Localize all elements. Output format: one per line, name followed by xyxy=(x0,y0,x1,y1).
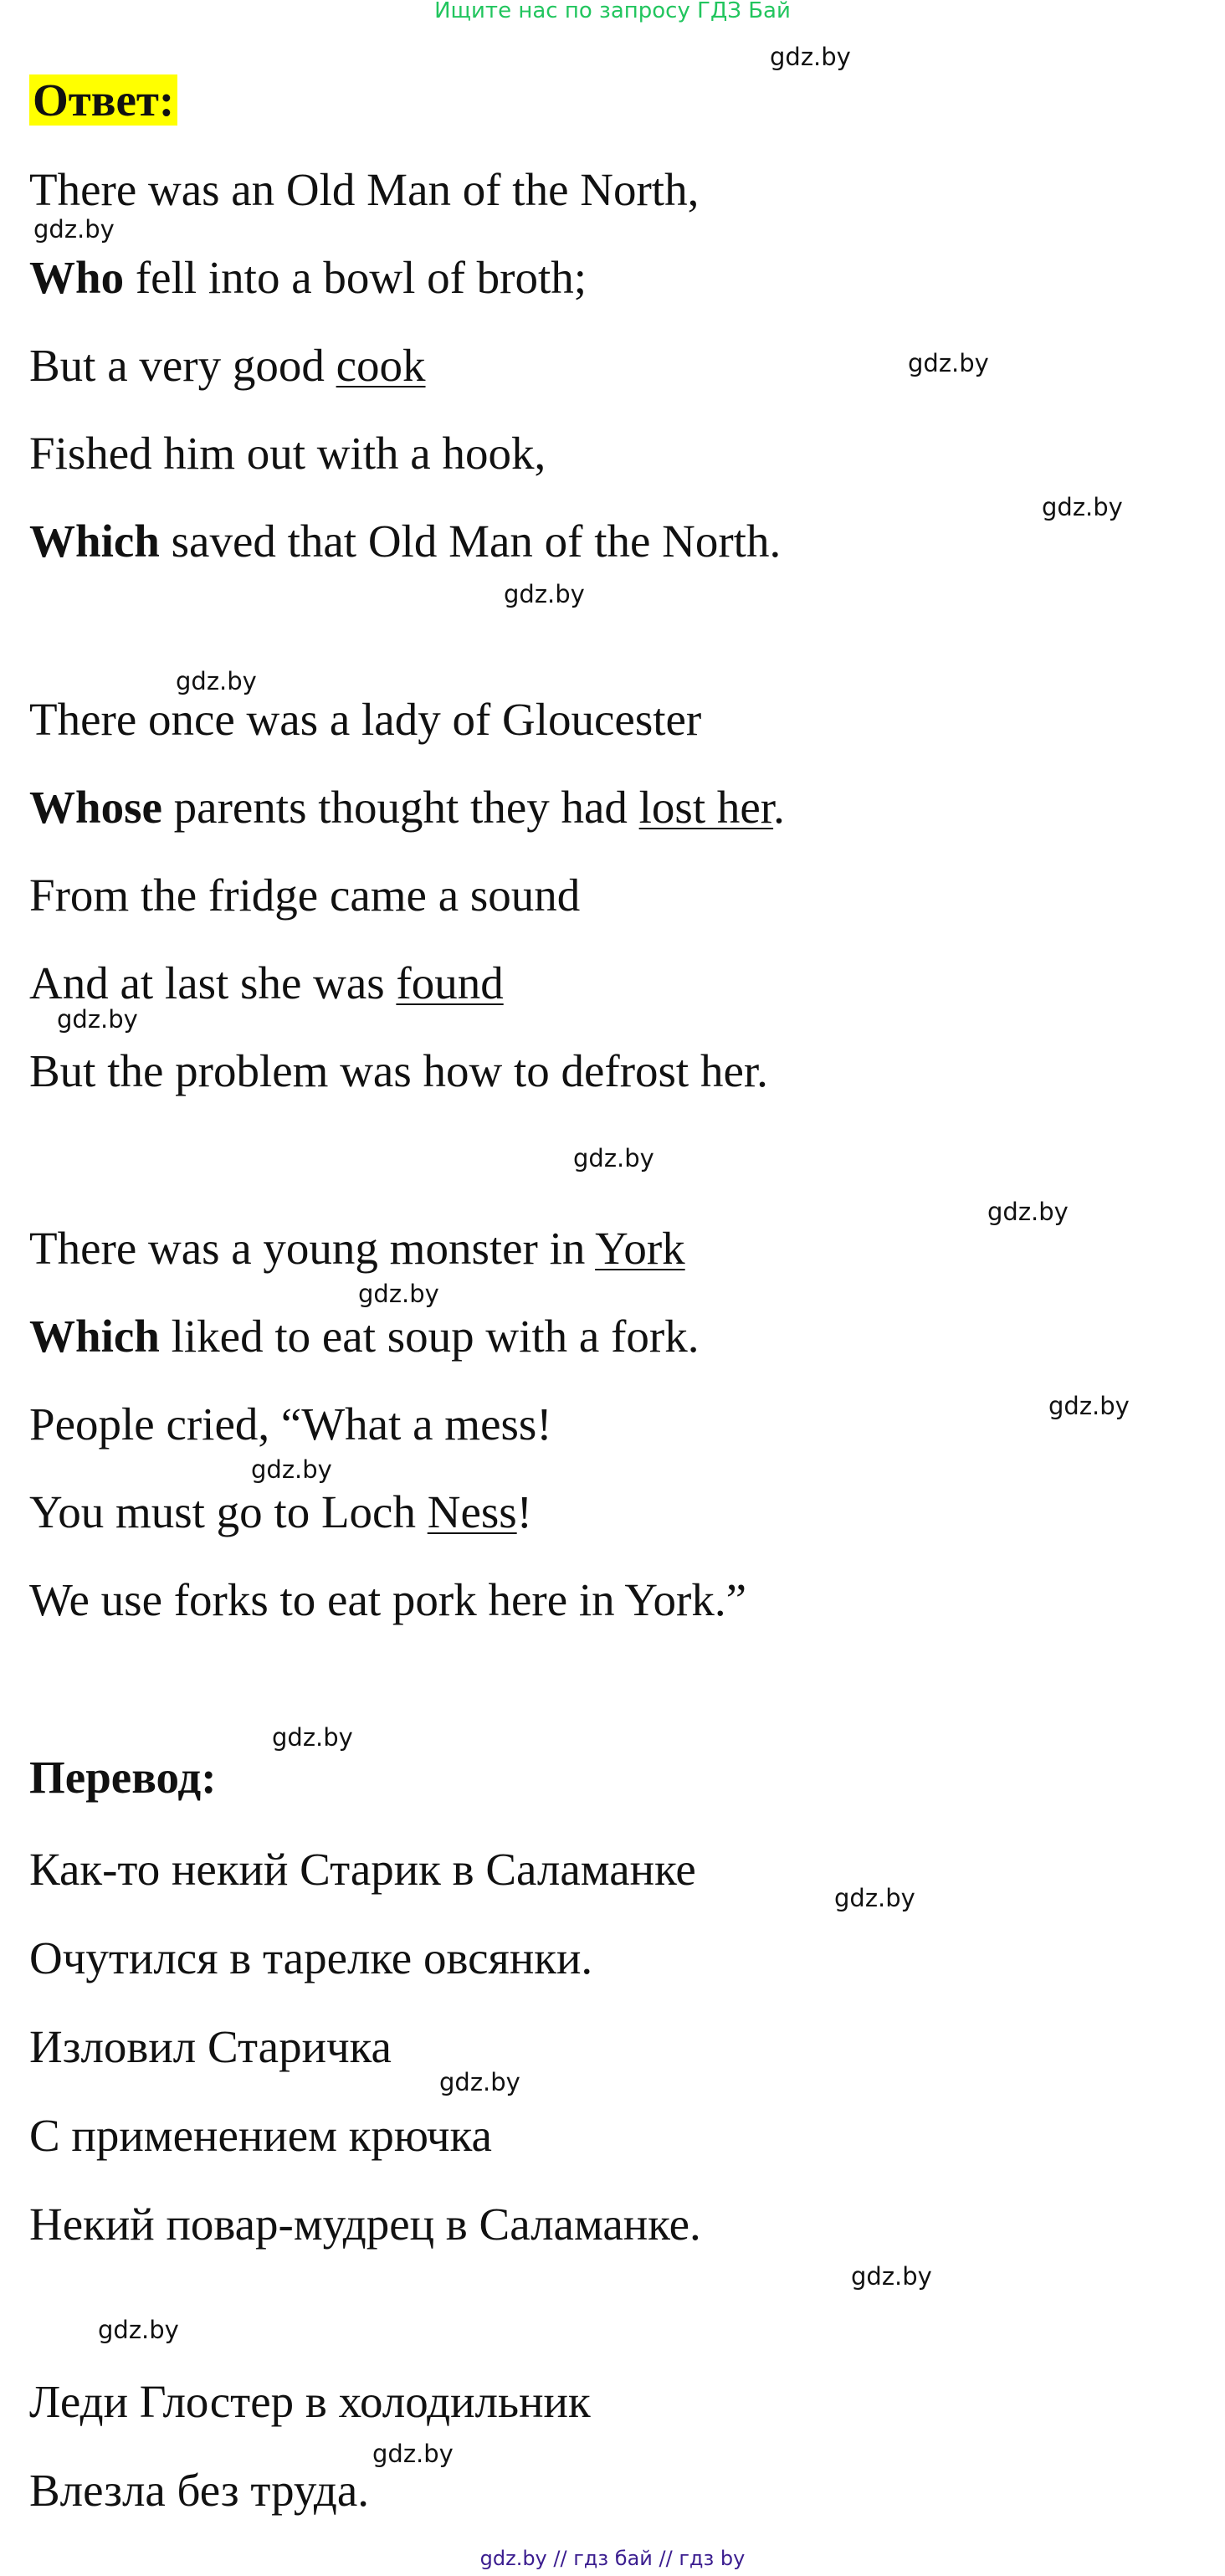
poem2-line3: From the fridge came a sound xyxy=(29,870,581,921)
poem3-line5: We use forks to eat pork here in York.” xyxy=(29,1574,747,1625)
top-search-note: Ищите нас по запросу ГДЗ Бай xyxy=(434,0,791,23)
line-text: There was a young monster in xyxy=(29,1223,596,1274)
watermark: gdz.by xyxy=(98,2316,179,2344)
translation-line7: Влезла без труда. xyxy=(29,2465,370,2516)
underlined-rhyme-word: Ness xyxy=(427,1486,517,1537)
watermark: gdz.by xyxy=(176,667,257,695)
watermark: gdz.by xyxy=(1042,493,1123,521)
relative-pronoun: Which xyxy=(29,1311,160,1362)
line-text: fell into a bowl of broth; xyxy=(124,252,587,303)
relative-pronoun: Whose xyxy=(29,782,162,833)
poem3-line3: People cried, “What a mess! xyxy=(29,1398,552,1450)
poem3-line2 xyxy=(29,1310,699,1363)
line-text: ! xyxy=(516,1486,532,1537)
line-text: parents thought they had xyxy=(161,782,639,833)
translation-line6: Леди Глостер в холодильник xyxy=(29,2376,591,2427)
poem1-line1: There was an Old Man of the North, xyxy=(29,164,700,215)
underlined-rhyme-word: York xyxy=(595,1223,685,1274)
relative-pronoun: Who xyxy=(29,252,125,303)
poem1-line5 xyxy=(29,515,781,568)
translation-line1: Как-то некий Старик в Саламанке xyxy=(29,1844,696,1895)
watermark: gdz.by xyxy=(851,2262,932,2291)
watermark: gdz.by xyxy=(372,2440,454,2468)
line-text: You must go to Loch xyxy=(29,1486,428,1537)
poem2-line1: There once was a lady of Gloucester xyxy=(29,694,702,745)
underlined-rhyme-word: lost her xyxy=(638,782,774,833)
translation-heading: Перевод: xyxy=(29,1752,217,1803)
translation-line4: С применением крючка xyxy=(29,2110,492,2161)
poem3-line1 xyxy=(29,1222,685,1275)
translation-line3: Изловил Старичка xyxy=(29,2021,392,2072)
answer-heading-text: Ответ: xyxy=(29,74,177,126)
watermark: gdz.by xyxy=(57,1005,138,1034)
line-text: And at last she was xyxy=(29,957,397,1008)
answer-heading xyxy=(29,74,177,127)
footer-links: gdz.by // гдз бай // гдз by xyxy=(479,2547,746,2570)
relative-pronoun: Which xyxy=(29,516,160,567)
poem1-line2 xyxy=(29,251,587,305)
underlined-rhyme-word: cook xyxy=(336,340,426,391)
watermark: gdz.by xyxy=(987,1198,1069,1226)
watermark: gdz.by xyxy=(770,43,851,71)
watermark: gdz.by xyxy=(272,1723,353,1752)
line-text: saved that Old Man of the North. xyxy=(159,516,782,567)
poem2-line5: But the problem was how to defrost her. xyxy=(29,1045,768,1096)
watermark: gdz.by xyxy=(358,1280,439,1308)
poem3-line4 xyxy=(29,1486,532,1539)
watermark: gdz.by xyxy=(251,1455,332,1484)
watermark: gdz.by xyxy=(33,215,115,244)
poem1-line3 xyxy=(29,339,426,393)
line-text: liked to eat soup with a fork. xyxy=(159,1311,700,1362)
watermark: gdz.by xyxy=(439,2068,520,2096)
watermark: gdz.by xyxy=(1048,1392,1130,1420)
underlined-rhyme-word: found xyxy=(396,957,504,1008)
poem2-line2 xyxy=(29,781,785,834)
poem1-line4: Fished him out with a hook, xyxy=(29,428,546,479)
line-text: But a very good xyxy=(29,340,336,391)
translation-line5: Некий повар-мудрец в Саламанке. xyxy=(29,2199,701,2250)
line-text: . xyxy=(773,782,785,833)
poem2-line4 xyxy=(29,957,504,1010)
translation-line2: Очутился в тарелке овсянки. xyxy=(29,1932,593,1983)
watermark: gdz.by xyxy=(908,349,989,377)
watermark: gdz.by xyxy=(504,580,585,608)
watermark: gdz.by xyxy=(573,1144,654,1173)
watermark: gdz.by xyxy=(834,1884,915,1912)
